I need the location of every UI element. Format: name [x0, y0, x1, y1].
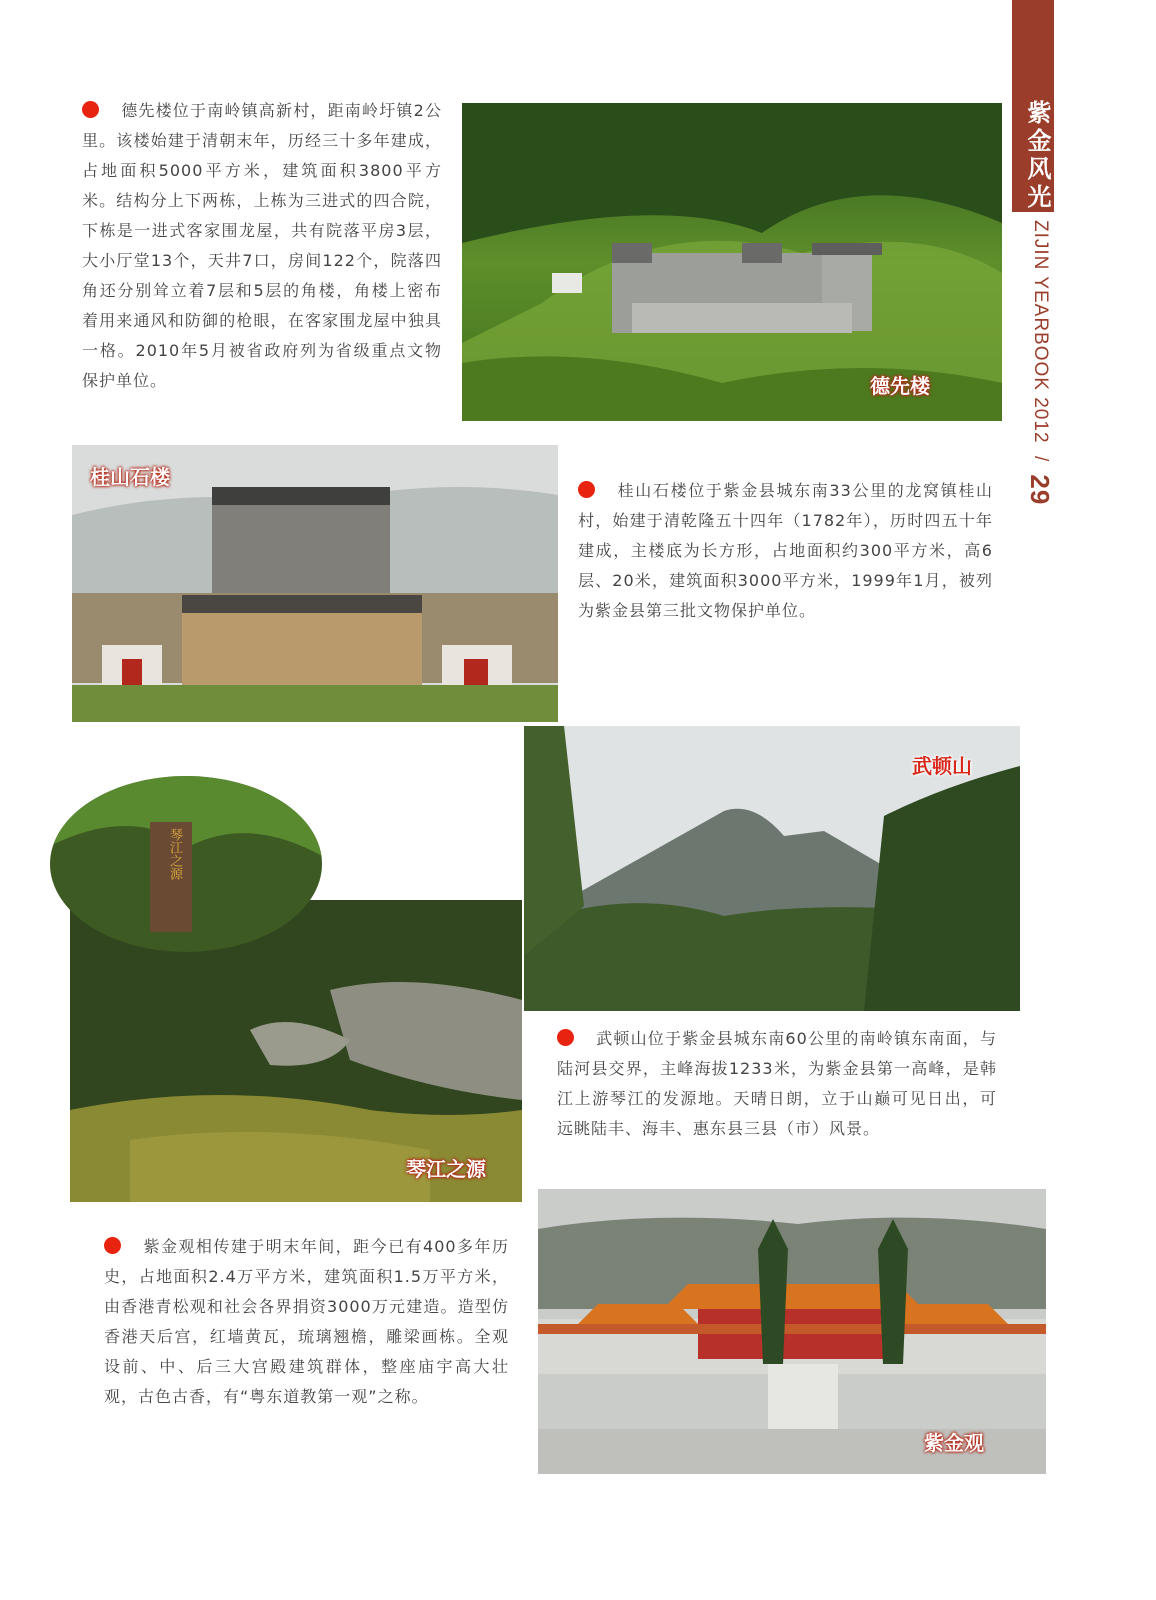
- qinjiang-stone-photo: [50, 776, 322, 952]
- zijinguan-photo: [538, 1189, 1046, 1474]
- qinjiang-caption: 琴江之源: [406, 1157, 486, 1181]
- bullet-icon: [82, 101, 99, 118]
- dexian-caption: 德先楼: [870, 374, 930, 398]
- section-tab: [1012, 0, 1054, 212]
- guishan-photo: [72, 445, 558, 722]
- running-footer: [1015, 220, 1055, 510]
- dexian-text: 德先楼位于南岭镇高新村，距南岭圩镇2公里。该楼始建于清朝末年，历经三十多年建成，占地面积5000平方米，建筑面积3800平方米。结构分上下两栋，上栋为三进式的四合院，下栋是一进式客家围龙屋，共有院落平房3层，大小厅堂13个，天井7口，房间122个，院落四角还分别耸立着7层和5层的角楼，角楼上密布着用来通风和防御的枪眼，在客家围龙屋中独具一格。2010年5月被省政府列为省级重点文物保护单位。: [82, 101, 442, 390]
- wudun-caption: 武顿山: [912, 754, 972, 778]
- separator: /: [1030, 455, 1051, 463]
- bullet-icon: [578, 481, 595, 498]
- guishan-paragraph: [578, 476, 993, 626]
- dexian-paragraph: [82, 96, 442, 396]
- zijinguan-caption: 紫金观: [924, 1431, 984, 1455]
- yearbook-label: ZIJIN YEARBOOK 2012: [1030, 220, 1051, 444]
- wudun-text: 武顿山位于紫金县城东南60公里的南岭镇东南面，与陆河县交界，主峰海拔1233米，为紫金县第一高峰，是韩江上游琴江的发源地。天晴日朗，立于山巅可见日出，可远眺陆丰、海丰、惠东县三县（市）风景。: [557, 1029, 997, 1138]
- guishan-caption: 桂山石楼: [90, 465, 170, 489]
- zijinguan-text: 紫金观相传建于明末年间，距今已有400多年历史，占地面积2.4万平方米，建筑面积1.5万平方米，由香港青松观和社会各界捐资3000万元建造。造型仿香港天后宫，红墙黄瓦，琉璃翘檐，雕梁画栋。全观设前、中、后三大宫殿建筑群体，整座庙宇高大壮观，古色古香，有“粤东道教第一观”之称。: [104, 1237, 509, 1406]
- page-number: 29: [1025, 474, 1055, 506]
- guishan-text: 桂山石楼位于紫金县城东南33公里的龙窝镇桂山村，始建于清乾隆五十四年（1782年），历时四五十年建成，主楼底为长方形，占地面积约300平方米，高6层、20米，建筑面积3000平方米，1999年1月，被列为紫金县第三批文物保护单位。: [578, 481, 993, 620]
- zijinguan-paragraph: [104, 1232, 509, 1412]
- dexian-photo: [462, 103, 1002, 421]
- section-title: 紫金风光: [1023, 100, 1052, 212]
- wudun-photo: [524, 726, 1020, 1011]
- wudun-paragraph: [557, 1024, 997, 1144]
- stone-inscription: 琴江之源: [167, 828, 182, 880]
- bullet-icon: [557, 1029, 574, 1046]
- bullet-icon: [104, 1237, 121, 1254]
